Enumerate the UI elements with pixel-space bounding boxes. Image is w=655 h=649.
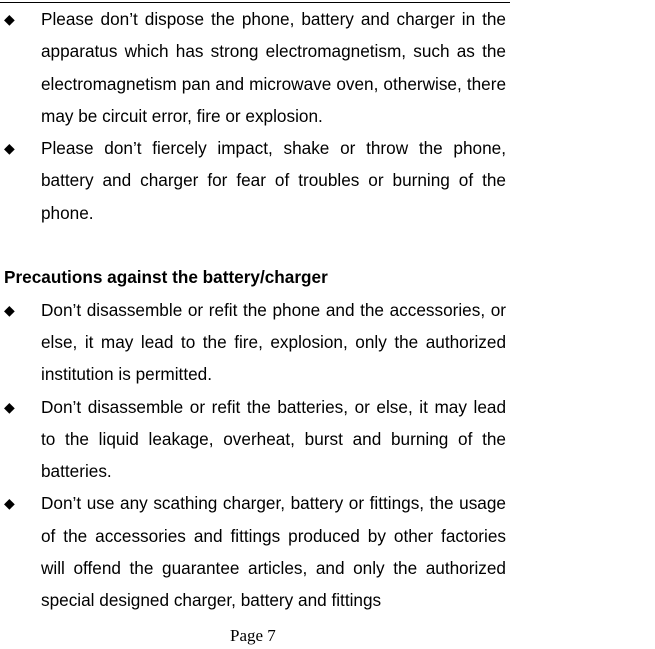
bullet-item [0,294,506,391]
bullet-item [0,3,506,132]
page-number: Page 7 [230,626,276,645]
bullet-text: Please don’t dispose the phone, battery and charger in the apparatus which has strong electromagnetism, such as the electromagnetism pan and microwave oven, otherwise, there may be circuit error, fire or explosion. [41,9,506,126]
diamond-bullet-icon: ◆ [4,495,15,512]
document-body [0,3,506,617]
bullet-text: Please don’t fiercely impact, shake or throw the phone, battery and charger for fear of troubles or burning of the phone. [41,138,506,223]
bullet-text: Don’t disassemble or refit the batteries, or else, it may lead to the liquid leakage, overheat, burst and burning of the batteries. [41,396,506,482]
bullet-item [0,132,506,229]
bullet-item [0,487,506,616]
bullet-item [0,391,506,488]
section-heading: Precautions against the battery/charger [4,267,328,288]
bullet-text: Don’t use any scathing charger, battery or fittings, the usage of the accessories and fittings produced by other factories will offend the guarantee articles, and only the authorized special designed charger, battery and fittings [41,493,506,611]
diamond-bullet-icon: ◆ [4,301,15,318]
diamond-bullet-icon: ◆ [4,140,15,157]
diamond-bullet-icon: ◆ [4,398,15,415]
bullet-text: Don’t disassemble or refit the phone and the accessories, or else, it may lead to the fire, explosion, only the authorized institution is permitted. [41,299,506,385]
diamond-bullet-icon: ◆ [4,11,15,27]
